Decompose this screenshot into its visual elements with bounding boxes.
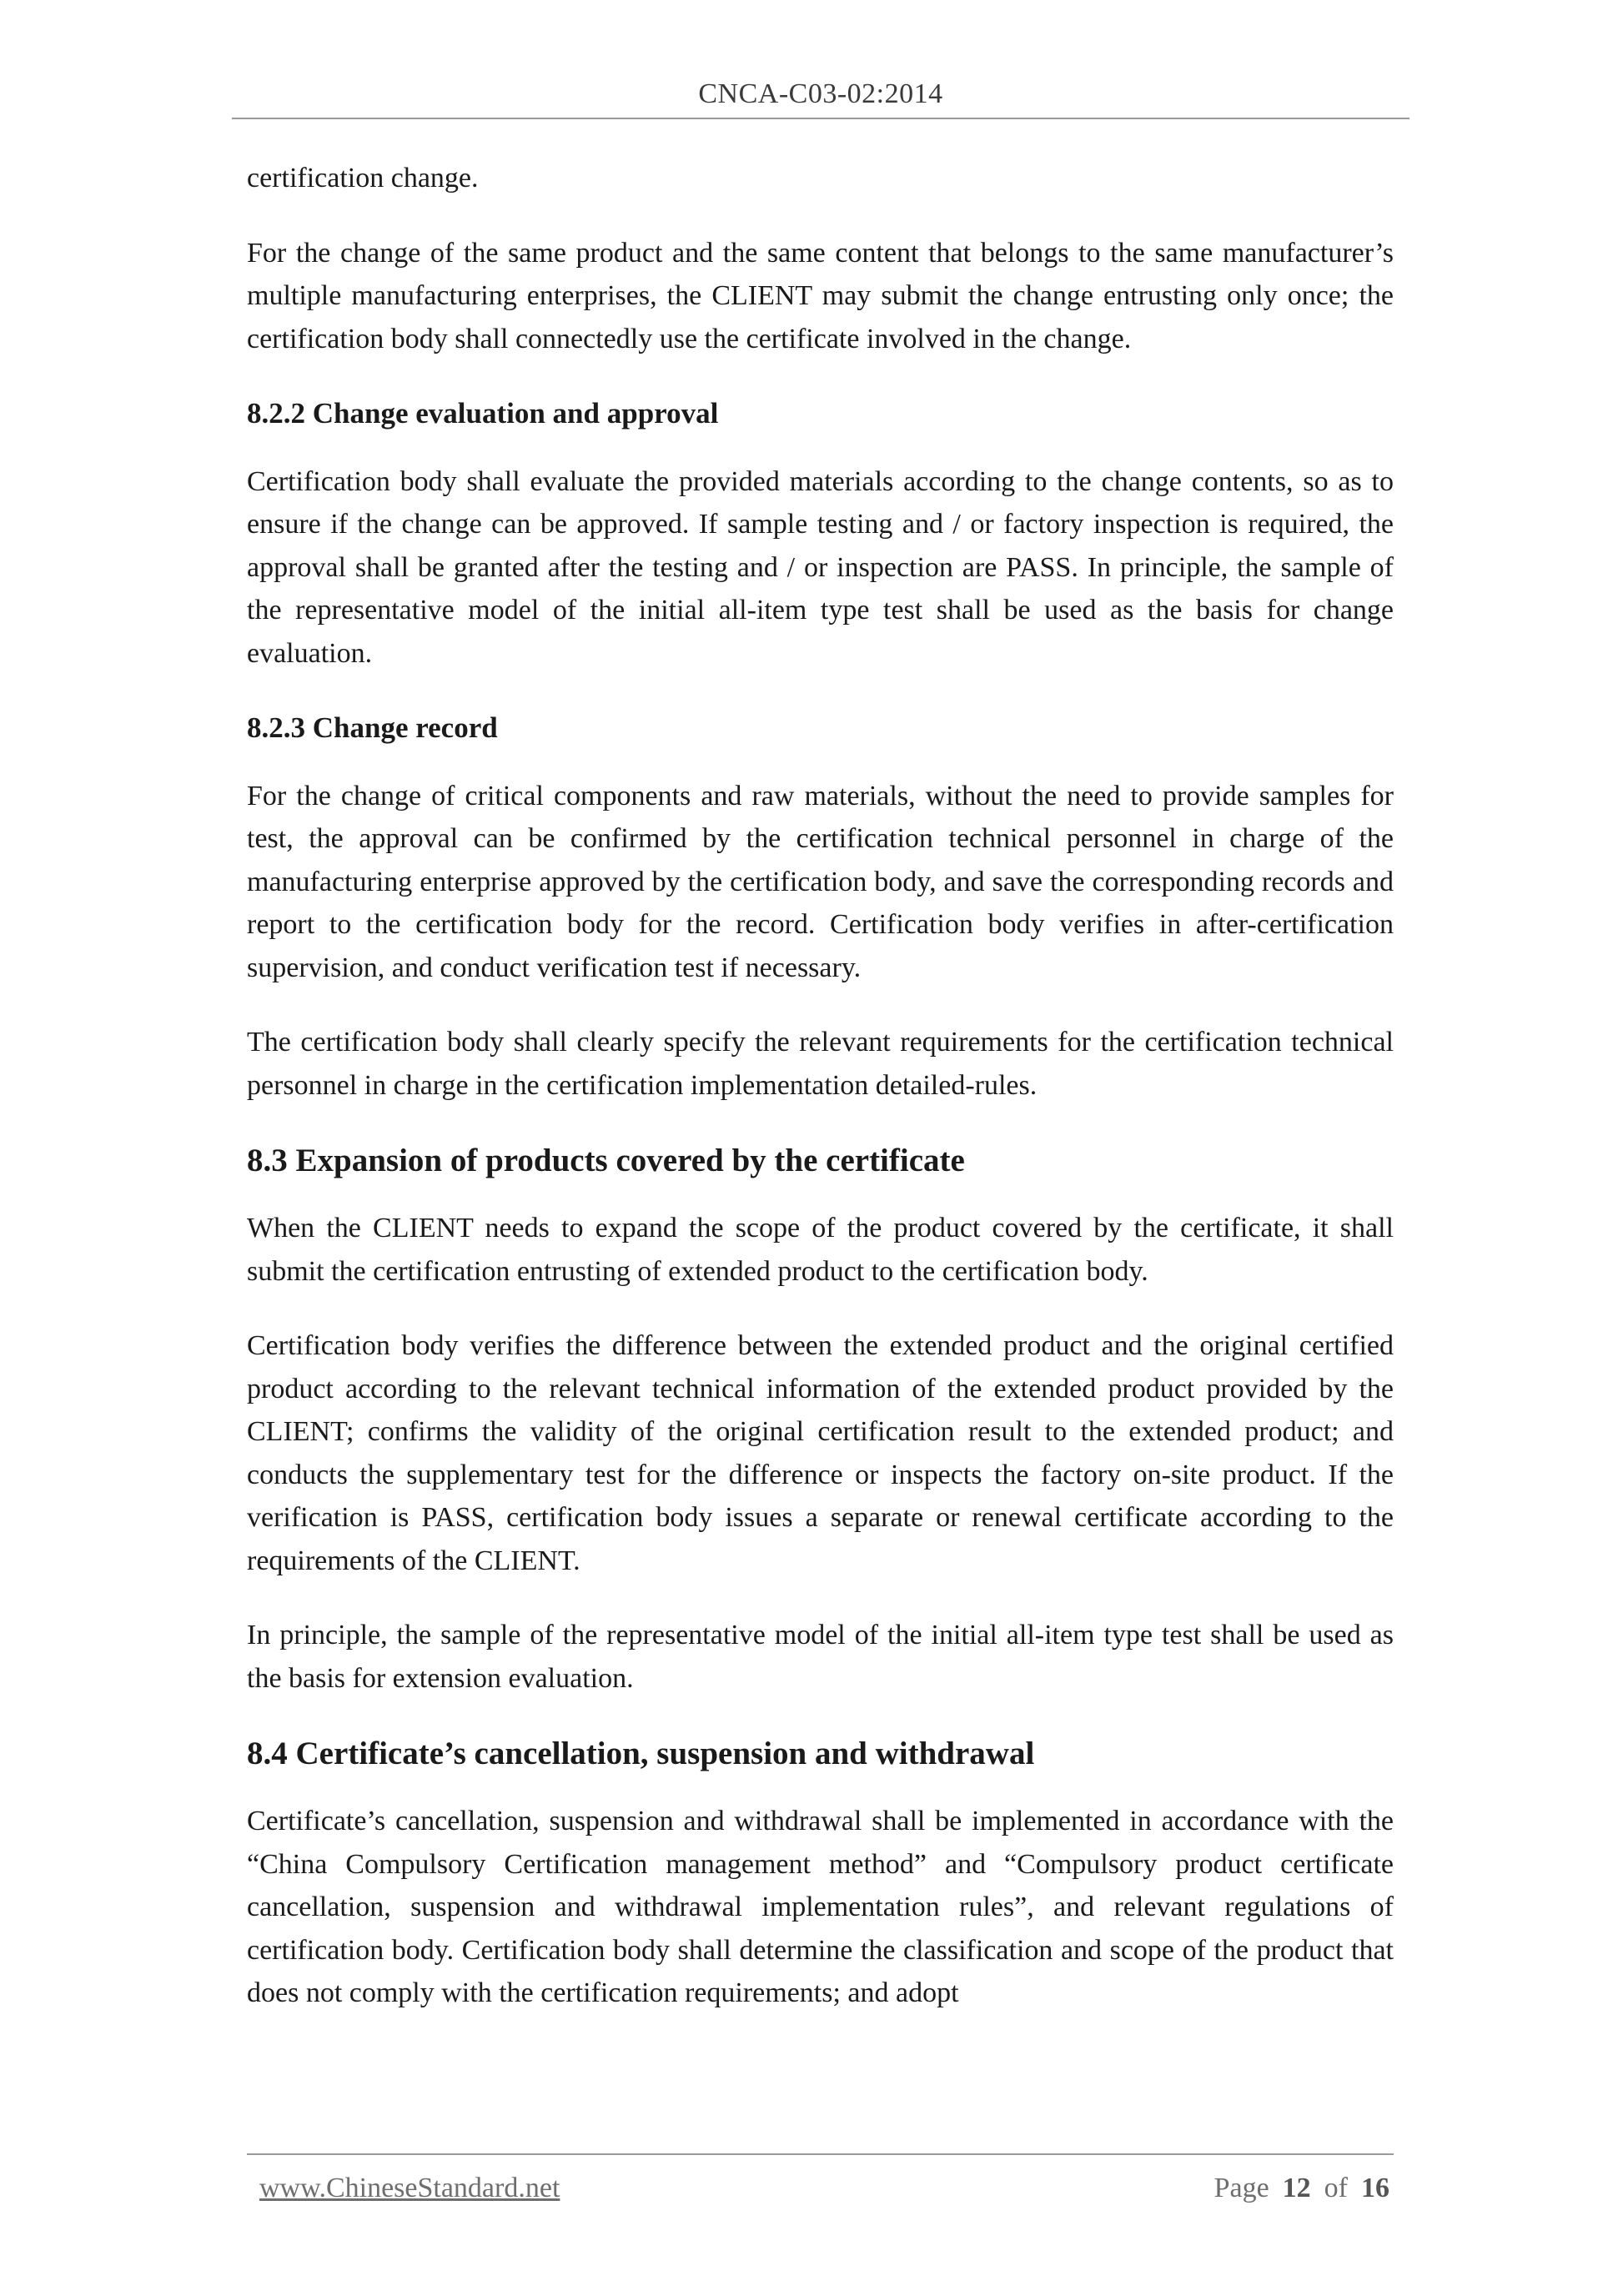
current-page-number: 12 [1282, 2173, 1311, 2203]
heading-8-3: 8.3 Expansion of products covered by the certificate [247, 1143, 965, 1178]
document-body [247, 157, 1394, 2047]
paragraph-multiple-enterprises: For the change of the same product and the same content that belongs to the same manufacturer’s multiple manufacturing enterprises, the CLIENT may submit the change entrusting only once; the certification body shall connectedly use the certificate involved in the change. [247, 237, 1394, 354]
heading-8-2-3: 8.2.3 Change record [247, 711, 498, 744]
total-pages-number: 16 [1361, 2173, 1389, 2203]
paragraph-certification-change: certification change. [247, 163, 479, 193]
header-divider [232, 118, 1409, 119]
paragraph-technical-personnel: The certification body shall clearly specify the relevant requirements for the certification technical personnel in charge in the certification implementation detailed-rules. [247, 1027, 1394, 1101]
heading-8-2-2: 8.2.2 Change evaluation and approval [247, 397, 719, 430]
website-link[interactable]: www.ChineseStandard.net [259, 2173, 560, 2203]
paragraph-extension-evaluation: In principle, the sample of the representative model of the initial all-item type test shall be used as the basis for extension evaluation. [247, 1620, 1394, 1694]
paragraph-verify-difference: Certification body verifies the difference between the extended product and the original certified product according to the relevant technical information of the extended product provided by the CLIENT; confirms the validity of the original certification result to the extended product; and conducts the supplementary test for the difference or inspects the factory on-site product. If the verification is PASS, certification body issues a separate or renewal certificate according to the requirements of the CLIENT. [247, 1330, 1394, 1576]
paragraph-change-record: For the change of critical components and raw materials, without the need to provide samples for test, the approval can be confirmed by the certification technical personnel in charge of the manufacturing enterprise approved by the certification body, and save the corresponding records and report to the certification body for the record. Certification body verifies in after-certification supervision, and conduct verification test if necessary. [247, 780, 1394, 983]
footer-divider [247, 2153, 1394, 2155]
page-indicator [1214, 2173, 1389, 2204]
of-label: of [1324, 2173, 1348, 2203]
heading-8-4: 8.4 Certificate’s cancellation, suspension and withdrawal [247, 1736, 1035, 1771]
page-header-doc-code: CNCA-C03-02:2014 [698, 78, 943, 109]
paragraph-change-evaluation: Certification body shall evaluate the provided materials according to the change contents, so as to ensure if the change can be approved. If sample testing and / or factory inspection is required, the approval shall be granted after the testing and / or inspection are PASS. In principle, the sample of the representative model of the initial all-item type test shall be used as the basis for change evaluation. [247, 465, 1394, 669]
paragraph-expand-scope: When the CLIENT needs to expand the scope of the product covered by the certificate, it shall submit the certification entrusting of extended product to the certification body. [247, 1213, 1394, 1287]
paragraph-cancellation: Certificate’s cancellation, suspension and withdrawal shall be implemented in accordance with the “China Compulsory Certification management method” and “Compulsory product certificate cancellation, suspension and withdrawal implementation rules”, and relevant regulations of certification body. Certification body shall determine the classification and scope of the product that does not comply with the certification requirements; and adopt [247, 1806, 1394, 2008]
page-label: Page [1213, 2173, 1269, 2203]
